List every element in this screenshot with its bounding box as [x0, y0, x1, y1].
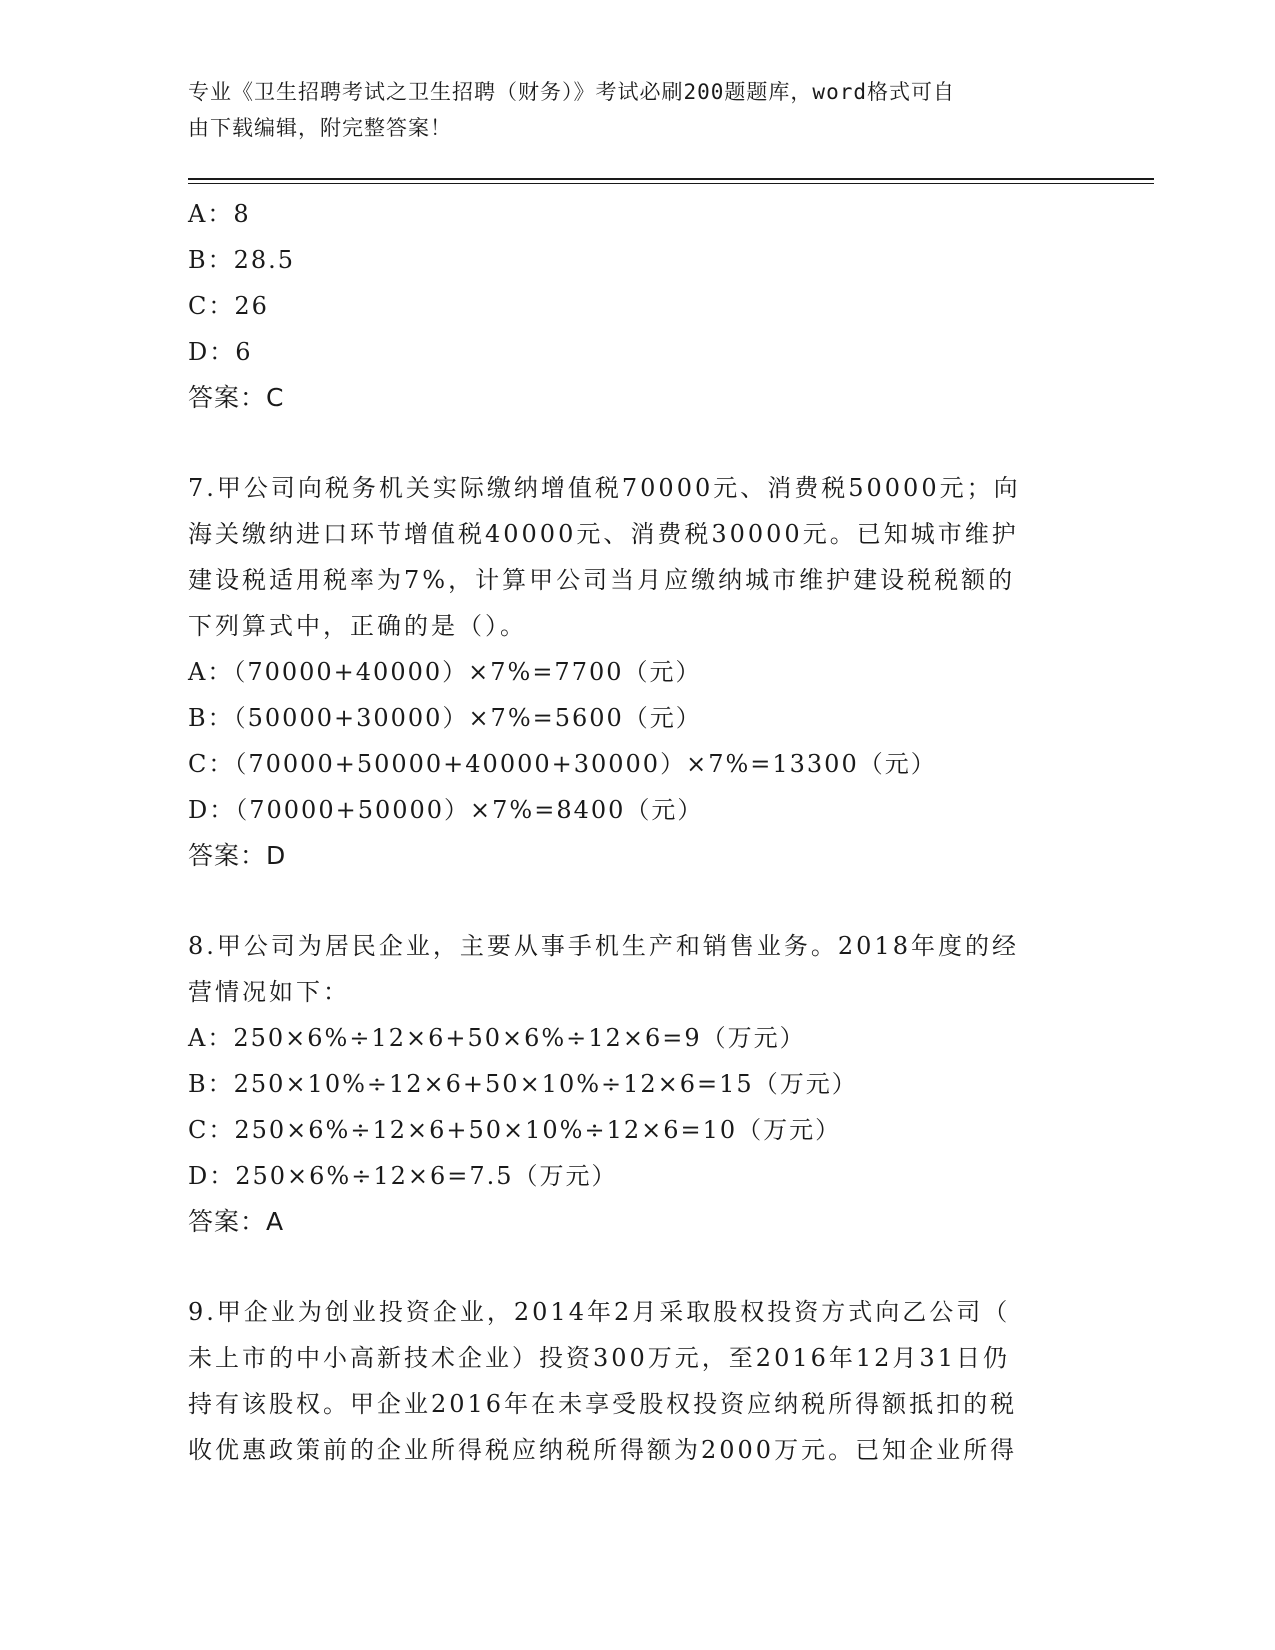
stem-line: 营情况如下：: [188, 978, 350, 1006]
question-7-block: [188, 465, 1068, 879]
option-a: A：250×6%÷12×6+50×6%÷12×6=9（万元）: [188, 1024, 806, 1052]
answer-line: 答案：A: [188, 1207, 285, 1236]
stem-line: 8.甲公司为居民企业，主要从事手机生产和销售业务。2018年度的经: [188, 932, 1019, 960]
stem-line: 9.甲企业为创业投资企业，2014年2月采取股权投资方式向乙公司（: [188, 1298, 1011, 1326]
question-stem: [188, 465, 1068, 649]
question-stem: [188, 923, 1068, 1015]
stem-line: 7.甲公司向税务机关实际缴纳增值税70000元、消费税50000元；向: [188, 474, 1021, 502]
answer-line: 答案：D: [188, 841, 287, 870]
option-c: C：26: [188, 292, 269, 320]
stem-line: 建设税适用税率为7%，计算甲公司当月应缴纳城市维护建设税税额的: [188, 566, 1016, 594]
question-6-block: [188, 191, 1068, 421]
stem-line: 收优惠政策前的企业所得税应纳税所得额为2000万元。已知企业所得: [188, 1436, 1018, 1464]
stem-line: 未上市的中小高新技术企业）投资300万元，至2016年12月31日仍: [188, 1344, 1010, 1372]
stem-line: 下列算式中，正确的是（）。: [188, 612, 527, 640]
option-b: B：28.5: [188, 246, 296, 274]
page-header: [188, 74, 1068, 146]
option-b: B：250×10%÷12×6+50×10%÷12×6=15（万元）: [188, 1070, 858, 1098]
option-d: D：（70000+50000）×7%=8400（元）: [188, 796, 704, 824]
answer-line: 答案：C: [188, 383, 285, 412]
option-a: A：8: [188, 200, 251, 228]
option-b: B：（50000+30000）×7%=5600（元）: [188, 704, 702, 732]
question-content: [188, 191, 1068, 1473]
question-8-block: [188, 923, 1068, 1245]
stem-line: 海关缴纳进口环节增值税40000元、消费税30000元。已知城市维护: [188, 520, 1019, 548]
header-line-2: 由下载编辑，附完整答案！: [188, 116, 452, 140]
option-d: D：6: [188, 338, 253, 366]
option-d: D：250×6%÷12×6=7.5（万元）: [188, 1162, 618, 1190]
option-a: A：（70000+40000）×7%=7700（元）: [188, 658, 702, 686]
header-rule-thin: [188, 183, 1154, 184]
question-stem: [188, 1289, 1068, 1473]
question-9-block: [188, 1289, 1068, 1473]
stem-line: 持有该股权。甲企业2016年在未享受股权投资应纳税所得额抵扣的税: [188, 1390, 1018, 1418]
spacer: [188, 879, 1068, 923]
spacer: [188, 1245, 1068, 1289]
header-line-1: 专业《卫生招聘考试之卫生招聘（财务）》考试必刷200题题库，word格式可自: [188, 80, 955, 104]
spacer: [188, 421, 1068, 465]
option-c: C：250×6%÷12×6+50×10%÷12×6=10（万元）: [188, 1116, 842, 1144]
header-rule-thick: [188, 178, 1154, 180]
option-c: C：（70000+50000+40000+30000）×7%=13300（元）: [188, 750, 937, 778]
